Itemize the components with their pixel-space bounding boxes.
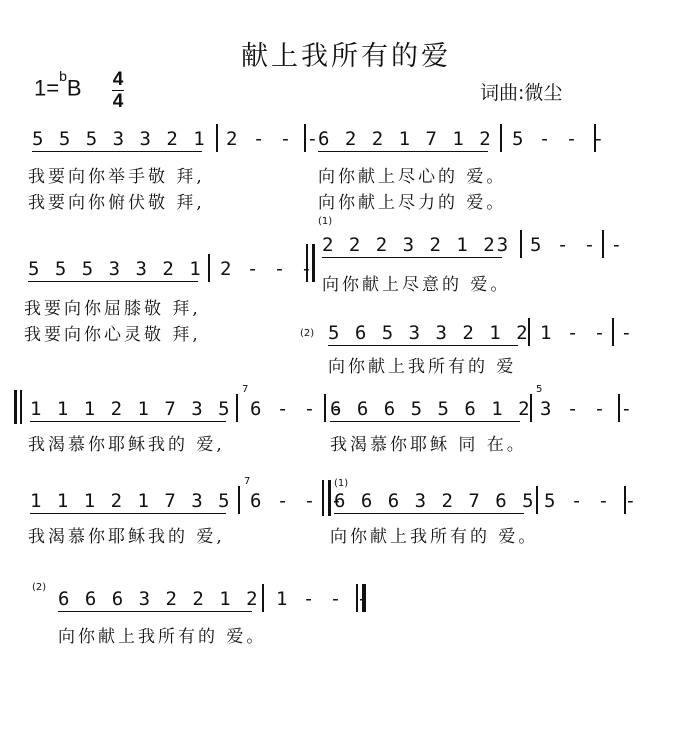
barline [216,124,218,152]
barline [208,254,210,282]
underline [334,513,524,514]
r1-lyric-1b: 向你献上尽心的 爱。 [318,167,507,187]
r5-measure-3: 6 6 6 3 2 7 6 5 [334,490,536,512]
r4-grace-1: 7 [242,384,249,395]
r3-measure-2: 1 - - - [540,322,635,344]
repeat-barline [306,244,308,282]
barline [536,486,538,514]
key-prefix: 1= [34,75,60,101]
final-barline-thick [362,584,366,612]
r2-lyric-2: 我要向你心灵敬 拜, [24,325,201,345]
r5-lyric: 我渴慕你耶稣我的 爱, [28,527,225,547]
r2-measure-1: 5 5 5 3 3 2 1 [28,258,203,280]
ending-1-mark: (1) [334,478,349,489]
r4-measure-2: 6 - - - [250,398,345,420]
repeat-start-barline [14,390,17,424]
r1-measure-4: 5 - - - [512,128,607,150]
ending-2-mark: (2) [32,582,47,593]
barline [520,230,522,258]
barline [530,394,532,422]
r2-lyric-1: 我要向你屈膝敬 拜, [24,299,201,319]
barline [618,394,620,422]
r5-measure-1: 1 1 1 2 1 7 3 5 [30,490,232,512]
underline [30,421,226,422]
r6-lyric: 向你献上我所有的 爱。 [58,627,267,647]
barline [602,230,604,258]
underline [328,345,518,346]
time-signature [112,70,124,111]
barline [500,124,502,152]
underline [28,281,198,282]
r4-measure-1: 1 1 1 2 1 7 3 5 [30,398,232,420]
author-credit: 词曲:微尘 [480,82,563,104]
r3-lyric: 向你献上我所有的 爱 [328,357,517,377]
r1-measure-2: 2 - - - [226,128,321,150]
underline [32,151,202,152]
barline [304,124,306,152]
repeat-barline [322,480,324,516]
r5-grace-1: 7 [244,476,251,487]
r5-measure-2: 6 - - - [250,490,345,512]
barline [624,486,626,514]
underline [330,421,520,422]
r1-measure-1: 5 5 5 3 3 2 1 [32,128,207,150]
r4-lyric-b: 我渴慕你耶稣 同 在。 [330,435,527,455]
r1-lyric-2b: 向你献上尽力的 爱。 [318,193,507,213]
barline [612,318,614,346]
barline [262,584,264,612]
meter-bottom: 4 [112,91,124,112]
barline [324,394,326,422]
r2-measure-2: 2 - - - [220,258,315,280]
r4-lyric: 我渴慕你耶稣我的 爱, [28,435,225,455]
r1-measure-3: 6 2 2 1 7 1 2 [318,128,493,150]
r3-measure-1: 5 6 5 3 3 2 1 2 [328,322,530,344]
r4-measure-3: 6 6 6 5 5 6 1 2 [330,398,532,420]
key-signature [34,68,82,101]
underline [58,611,252,612]
r2-lyric-right: 向你献上尽意的 爱。 [322,275,511,295]
r4-grace-2: 5 [536,384,543,395]
r2-measure-3: 2 2 2 3 2 1 23 [322,234,511,256]
underline [322,257,502,258]
r6-measure-2: 1 - - - [276,588,371,610]
key-note: B [66,75,82,101]
barline [238,486,240,514]
repeat-barline-thick [328,480,331,516]
r2-measure-4: 5 - - - [530,234,625,256]
underline [318,151,488,152]
key-flat: b [59,68,67,84]
r1-lyric-2: 我要向你俯伏敬 拜, [28,193,205,213]
barline [528,318,530,346]
meter-top: 4 [112,69,124,90]
r4-measure-4: 3 - - - [540,398,635,420]
underline [30,513,226,514]
barline [236,394,238,422]
song-title: 献上我所有的爱 [241,41,451,72]
ending-1-mark: (1) [318,216,333,227]
ending-2-mark: (2) [300,328,315,339]
r6-measure-1: 6 6 6 3 2 2 1 2 [58,588,260,610]
repeat-barline-thick [312,244,315,282]
r5-lyric-b: 向你献上我所有的 爱。 [330,527,539,547]
r1-lyric-1: 我要向你举手敬 拜, [28,167,205,187]
r5-measure-4: 5 - - - [544,490,639,512]
final-barline-thin [356,584,358,612]
repeat-start-barline-thin [20,390,22,424]
barline [594,124,596,152]
